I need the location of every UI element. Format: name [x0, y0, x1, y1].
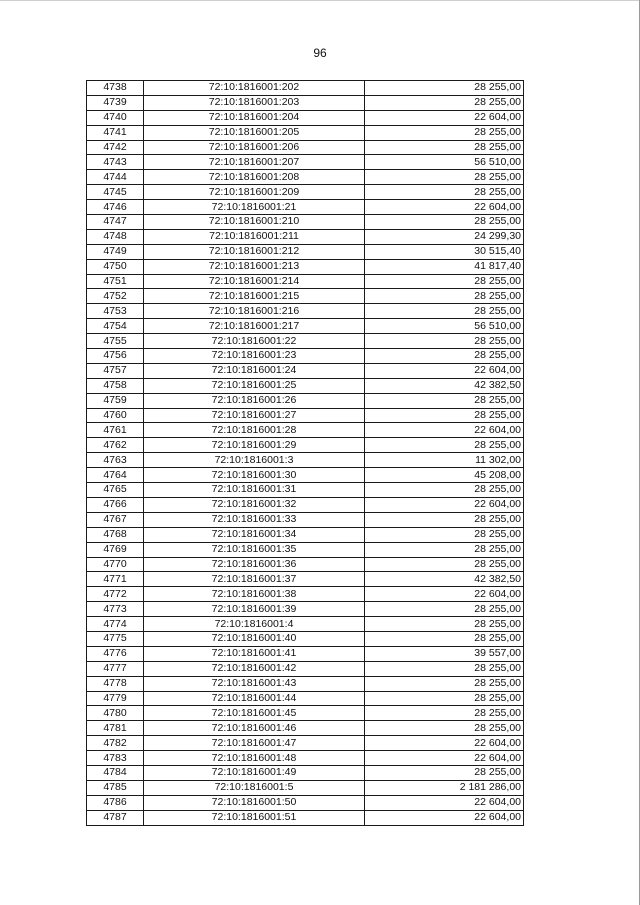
row-number-cell: 4751: [87, 274, 144, 289]
cadastral-number-cell: 72:10:1816001:27: [144, 408, 365, 423]
value-cell: 28 255,00: [365, 408, 524, 423]
cadastral-number-cell: 72:10:1816001:203: [144, 95, 365, 110]
cadastral-number-cell: 72:10:1816001:209: [144, 185, 365, 200]
table-row: [87, 706, 524, 721]
value-cell: 28 255,00: [365, 631, 524, 646]
cadastral-number-cell: 72:10:1816001:24: [144, 363, 365, 378]
cadastral-number-cell: 72:10:1816001:47: [144, 736, 365, 751]
value-cell: 22 604,00: [365, 200, 524, 215]
cadastral-number-cell: 72:10:1816001:33: [144, 512, 365, 527]
cadastral-number-cell: 72:10:1816001:41: [144, 646, 365, 661]
cadastral-number-cell: 72:10:1816001:204: [144, 110, 365, 125]
cadastral-number-cell: 72:10:1816001:23: [144, 349, 365, 364]
value-cell: 28 255,00: [365, 215, 524, 230]
cadastral-number-cell: 72:10:1816001:31: [144, 483, 365, 498]
cadastral-number-cell: 72:10:1816001:45: [144, 706, 365, 721]
cadastral-number-cell: 72:10:1816001:37: [144, 572, 365, 587]
row-number-cell: 4764: [87, 468, 144, 483]
row-number-cell: 4747: [87, 215, 144, 230]
value-cell: 28 255,00: [365, 95, 524, 110]
cadastral-number-cell: 72:10:1816001:3: [144, 453, 365, 468]
cadastral-number-cell: 72:10:1816001:34: [144, 527, 365, 542]
cadastral-number-cell: 72:10:1816001:213: [144, 259, 365, 274]
value-cell: 28 255,00: [365, 527, 524, 542]
table-row: [87, 229, 524, 244]
table-row: [87, 721, 524, 736]
table-row: [87, 438, 524, 453]
page-number: 96: [313, 46, 327, 60]
row-number-cell: 4779: [87, 691, 144, 706]
table-row: [87, 617, 524, 632]
table-row: [87, 185, 524, 200]
cadastral-number-cell: 72:10:1816001:42: [144, 661, 365, 676]
cadastral-number-cell: 72:10:1816001:28: [144, 423, 365, 438]
row-number-cell: 4758: [87, 378, 144, 393]
value-cell: 28 255,00: [365, 125, 524, 140]
table-row: [87, 393, 524, 408]
value-cell: 22 604,00: [365, 423, 524, 438]
table-row: [87, 512, 524, 527]
table-row: [87, 423, 524, 438]
row-number-cell: 4741: [87, 125, 144, 140]
cadastral-number-cell: 72:10:1816001:216: [144, 304, 365, 319]
row-number-cell: 4766: [87, 497, 144, 512]
value-cell: 56 510,00: [365, 155, 524, 170]
table-row: [87, 676, 524, 691]
value-cell: 56 510,00: [365, 319, 524, 334]
value-cell: 22 604,00: [365, 587, 524, 602]
value-cell: 39 557,00: [365, 646, 524, 661]
row-number-cell: 4777: [87, 661, 144, 676]
row-number-cell: 4772: [87, 587, 144, 602]
row-number-cell: 4770: [87, 557, 144, 572]
cadastral-number-cell: 72:10:1816001:43: [144, 676, 365, 691]
row-number-cell: 4786: [87, 795, 144, 810]
value-cell: 42 382,50: [365, 572, 524, 587]
value-cell: 28 255,00: [365, 483, 524, 498]
table-row: [87, 483, 524, 498]
row-number-cell: 4745: [87, 185, 144, 200]
row-number-cell: 4763: [87, 453, 144, 468]
value-cell: 42 382,50: [365, 378, 524, 393]
table-row: [87, 363, 524, 378]
row-number-cell: 4749: [87, 244, 144, 259]
value-cell: 30 515,40: [365, 244, 524, 259]
table-row: [87, 125, 524, 140]
cadastral-number-cell: 72:10:1816001:30: [144, 468, 365, 483]
cadastral-number-cell: 72:10:1816001:39: [144, 602, 365, 617]
row-number-cell: 4771: [87, 572, 144, 587]
value-cell: 22 604,00: [365, 497, 524, 512]
value-cell: 22 604,00: [365, 363, 524, 378]
table-row: [87, 572, 524, 587]
value-cell: 28 255,00: [365, 721, 524, 736]
row-number-cell: 4754: [87, 319, 144, 334]
table-row: [87, 408, 524, 423]
cadastral-number-cell: 72:10:1816001:217: [144, 319, 365, 334]
cadastral-number-cell: 72:10:1816001:25: [144, 378, 365, 393]
row-number-cell: 4759: [87, 393, 144, 408]
cadastral-number-cell: 72:10:1816001:40: [144, 631, 365, 646]
row-number-cell: 4762: [87, 438, 144, 453]
value-cell: 28 255,00: [365, 274, 524, 289]
cadastral-number-cell: 72:10:1816001:51: [144, 810, 365, 825]
table-row: [87, 319, 524, 334]
cadastral-number-cell: 72:10:1816001:48: [144, 751, 365, 766]
row-number-cell: 4748: [87, 229, 144, 244]
cadastral-registry-table: [86, 80, 524, 826]
row-number-cell: 4775: [87, 631, 144, 646]
value-cell: 28 255,00: [365, 676, 524, 691]
row-number-cell: 4738: [87, 81, 144, 96]
value-cell: 28 255,00: [365, 765, 524, 780]
table-row: [87, 780, 524, 795]
cadastral-number-cell: 72:10:1816001:36: [144, 557, 365, 572]
value-cell: 28 255,00: [365, 289, 524, 304]
table-row: [87, 155, 524, 170]
cadastral-number-cell: 72:10:1816001:22: [144, 334, 365, 349]
row-number-cell: 4744: [87, 170, 144, 185]
table-row: [87, 244, 524, 259]
value-cell: 28 255,00: [365, 557, 524, 572]
cadastral-number-cell: 72:10:1816001:206: [144, 140, 365, 155]
table-row: [87, 691, 524, 706]
value-cell: 28 255,00: [365, 349, 524, 364]
table-row: [87, 200, 524, 215]
value-cell: 28 255,00: [365, 438, 524, 453]
cadastral-number-cell: 72:10:1816001:50: [144, 795, 365, 810]
table-row: [87, 453, 524, 468]
value-cell: 28 255,00: [365, 393, 524, 408]
cadastral-number-cell: 72:10:1816001:205: [144, 125, 365, 140]
cadastral-number-cell: 72:10:1816001:214: [144, 274, 365, 289]
row-number-cell: 4752: [87, 289, 144, 304]
row-number-cell: 4787: [87, 810, 144, 825]
value-cell: 28 255,00: [365, 512, 524, 527]
row-number-cell: 4761: [87, 423, 144, 438]
row-number-cell: 4740: [87, 110, 144, 125]
cadastral-number-cell: 72:10:1816001:35: [144, 542, 365, 557]
value-cell: 41 817,40: [365, 259, 524, 274]
value-cell: 22 604,00: [365, 810, 524, 825]
table-row: [87, 81, 524, 96]
value-cell: 28 255,00: [365, 617, 524, 632]
value-cell: 22 604,00: [365, 795, 524, 810]
table-row: [87, 259, 524, 274]
row-number-cell: 4767: [87, 512, 144, 527]
cadastral-number-cell: 72:10:1816001:5: [144, 780, 365, 795]
table-row: [87, 751, 524, 766]
table-row: [87, 110, 524, 125]
row-number-cell: 4757: [87, 363, 144, 378]
value-cell: 22 604,00: [365, 110, 524, 125]
row-number-cell: 4784: [87, 765, 144, 780]
table-row: [87, 661, 524, 676]
cadastral-number-cell: 72:10:1816001:215: [144, 289, 365, 304]
value-cell: 28 255,00: [365, 542, 524, 557]
cadastral-number-cell: 72:10:1816001:26: [144, 393, 365, 408]
cadastral-number-cell: 72:10:1816001:38: [144, 587, 365, 602]
row-number-cell: 4739: [87, 95, 144, 110]
value-cell: 28 255,00: [365, 706, 524, 721]
table-row: [87, 795, 524, 810]
cadastral-number-cell: 72:10:1816001:49: [144, 765, 365, 780]
value-cell: 28 255,00: [365, 185, 524, 200]
table-row: [87, 289, 524, 304]
row-number-cell: 4760: [87, 408, 144, 423]
row-number-cell: 4773: [87, 602, 144, 617]
table-row: [87, 349, 524, 364]
row-number-cell: 4765: [87, 483, 144, 498]
table-row: [87, 304, 524, 319]
table-row: [87, 170, 524, 185]
table-row: [87, 215, 524, 230]
row-number-cell: 4755: [87, 334, 144, 349]
table-row: [87, 810, 524, 825]
value-cell: 28 255,00: [365, 602, 524, 617]
cadastral-number-cell: 72:10:1816001:210: [144, 215, 365, 230]
row-number-cell: 4783: [87, 751, 144, 766]
value-cell: 28 255,00: [365, 661, 524, 676]
value-cell: 45 208,00: [365, 468, 524, 483]
row-number-cell: 4742: [87, 140, 144, 155]
value-cell: 22 604,00: [365, 751, 524, 766]
table-row: [87, 542, 524, 557]
row-number-cell: 4785: [87, 780, 144, 795]
table-row: [87, 527, 524, 542]
row-number-cell: 4774: [87, 617, 144, 632]
registry-table-body: [87, 81, 524, 826]
row-number-cell: 4781: [87, 721, 144, 736]
cadastral-number-cell: 72:10:1816001:44: [144, 691, 365, 706]
table-row: [87, 274, 524, 289]
value-cell: 28 255,00: [365, 304, 524, 319]
cadastral-number-cell: 72:10:1816001:29: [144, 438, 365, 453]
table-row: [87, 765, 524, 780]
table-row: [87, 646, 524, 661]
table-row: [87, 557, 524, 572]
table-row: [87, 602, 524, 617]
row-number-cell: 4769: [87, 542, 144, 557]
cadastral-number-cell: 72:10:1816001:212: [144, 244, 365, 259]
cadastral-number-cell: 72:10:1816001:4: [144, 617, 365, 632]
row-number-cell: 4753: [87, 304, 144, 319]
row-number-cell: 4778: [87, 676, 144, 691]
value-cell: 28 255,00: [365, 81, 524, 96]
table-row: [87, 631, 524, 646]
value-cell: 28 255,00: [365, 170, 524, 185]
cadastral-number-cell: 72:10:1816001:32: [144, 497, 365, 512]
table-row: [87, 95, 524, 110]
table-row: [87, 468, 524, 483]
table-row: [87, 334, 524, 349]
cadastral-number-cell: 72:10:1816001:21: [144, 200, 365, 215]
row-number-cell: 4768: [87, 527, 144, 542]
row-number-cell: 4746: [87, 200, 144, 215]
value-cell: 22 604,00: [365, 736, 524, 751]
table-row: [87, 497, 524, 512]
table-row: [87, 587, 524, 602]
row-number-cell: 4776: [87, 646, 144, 661]
value-cell: 28 255,00: [365, 140, 524, 155]
cadastral-number-cell: 72:10:1816001:211: [144, 229, 365, 244]
value-cell: 28 255,00: [365, 334, 524, 349]
value-cell: 28 255,00: [365, 691, 524, 706]
cadastral-number-cell: 72:10:1816001:202: [144, 81, 365, 96]
value-cell: 11 302,00: [365, 453, 524, 468]
row-number-cell: 4780: [87, 706, 144, 721]
table-row: [87, 378, 524, 393]
cadastral-number-cell: 72:10:1816001:208: [144, 170, 365, 185]
row-number-cell: 4756: [87, 349, 144, 364]
table-row: [87, 736, 524, 751]
cadastral-number-cell: 72:10:1816001:46: [144, 721, 365, 736]
value-cell: 2 181 286,00: [365, 780, 524, 795]
table-row: [87, 140, 524, 155]
value-cell: 24 299,30: [365, 229, 524, 244]
row-number-cell: 4750: [87, 259, 144, 274]
cadastral-number-cell: 72:10:1816001:207: [144, 155, 365, 170]
scan-top-edge: [0, 0, 640, 1]
row-number-cell: 4782: [87, 736, 144, 751]
row-number-cell: 4743: [87, 155, 144, 170]
